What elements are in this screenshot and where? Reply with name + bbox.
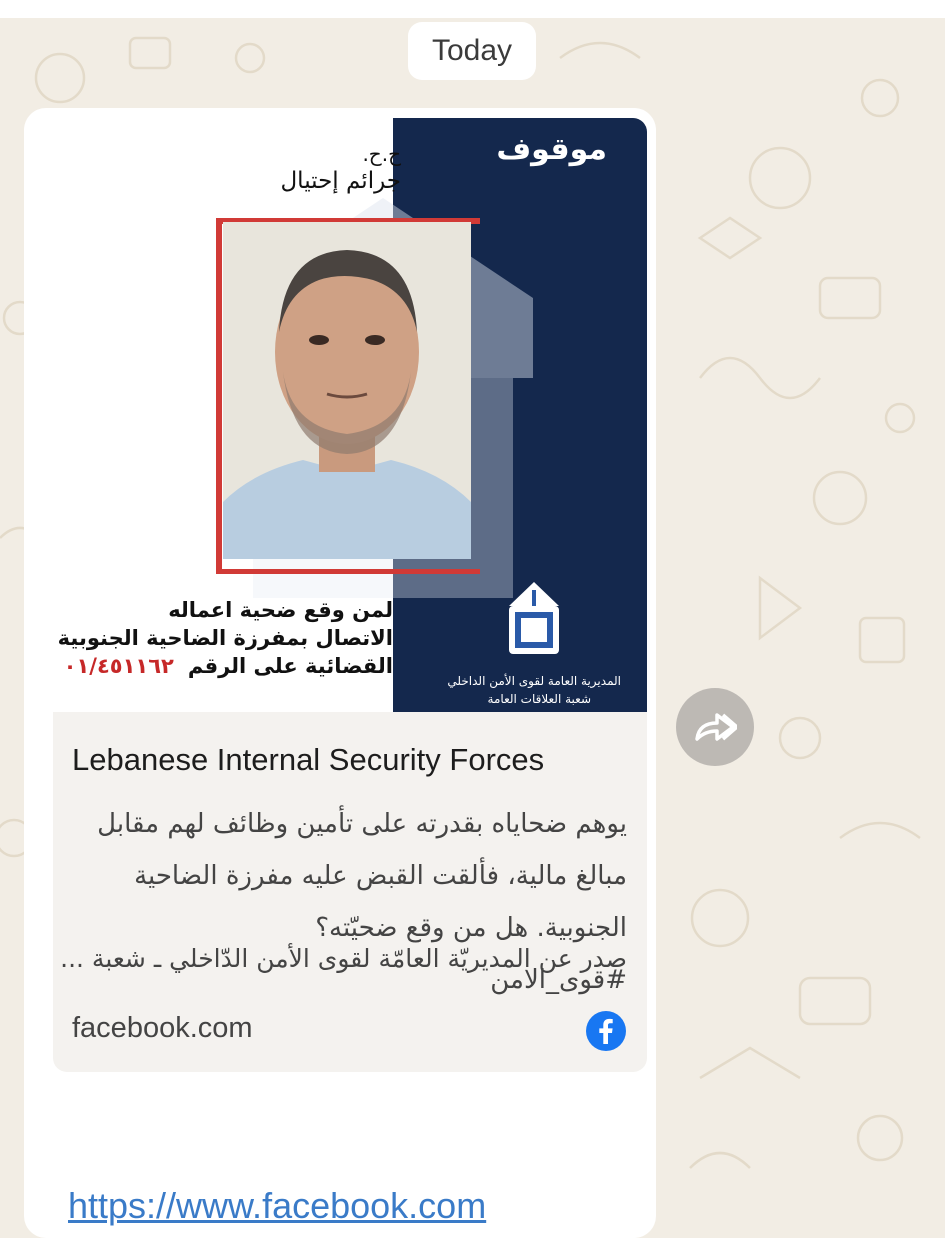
victims-notice-line1: لمن وقع ضحية اعماله [168, 598, 393, 622]
forward-icon [693, 709, 737, 745]
facebook-icon [586, 1011, 626, 1051]
phone-number: ٠١/٤٥١١٦٢ [63, 654, 174, 678]
org-department: شعبة العلاقات العامة [487, 692, 591, 706]
isf-logo [499, 576, 569, 666]
link-preview-title[interactable]: Lebanese Internal Security Forces [72, 742, 545, 777]
hashtag-line: #قوى_الامن [490, 965, 627, 995]
link-preview-domain: facebook.com [72, 1012, 253, 1044]
crime-type: جرائم إحتيال [280, 168, 401, 194]
suspect-photo [223, 222, 471, 559]
poster-status-word: موقوف [496, 132, 607, 167]
link-preview[interactable] [53, 712, 647, 1072]
org-name: المديرية العامة لقوى الأمن الداخلي [447, 674, 621, 688]
description-line: يوهم ضحاياه بقدرته على تأمين وظائف لهم مقابل [97, 809, 627, 839]
forward-button[interactable] [676, 688, 754, 766]
link-preview-description [87, 798, 627, 1006]
suspect-initials: ح.ح. [362, 142, 401, 166]
message-url-link[interactable]: https://www.facebook.com [68, 1185, 487, 1226]
description-line: الجنوبية. هل من وقع ضحيّته؟ [315, 913, 627, 943]
date-chip: Today [408, 22, 536, 80]
wanted-poster-image[interactable] [53, 118, 647, 712]
victims-notice-line3-text: القضائية على الرقم [187, 654, 393, 678]
link-preview-snippet: صدر عن المديريّة العامّة لقوى الأمن الدّاخلي ـ شعبة ... [60, 944, 627, 973]
victims-notice-line2: الاتصال بمفرزة الضاحية الجنوبية [57, 626, 393, 650]
message-bubble[interactable] [24, 108, 656, 1238]
victims-notice-line3 [64, 654, 393, 678]
description-line: مبالغ مالية، فألقت القبض عليه مفرزة الضاحية [134, 861, 627, 891]
status-strip [0, 0, 945, 18]
